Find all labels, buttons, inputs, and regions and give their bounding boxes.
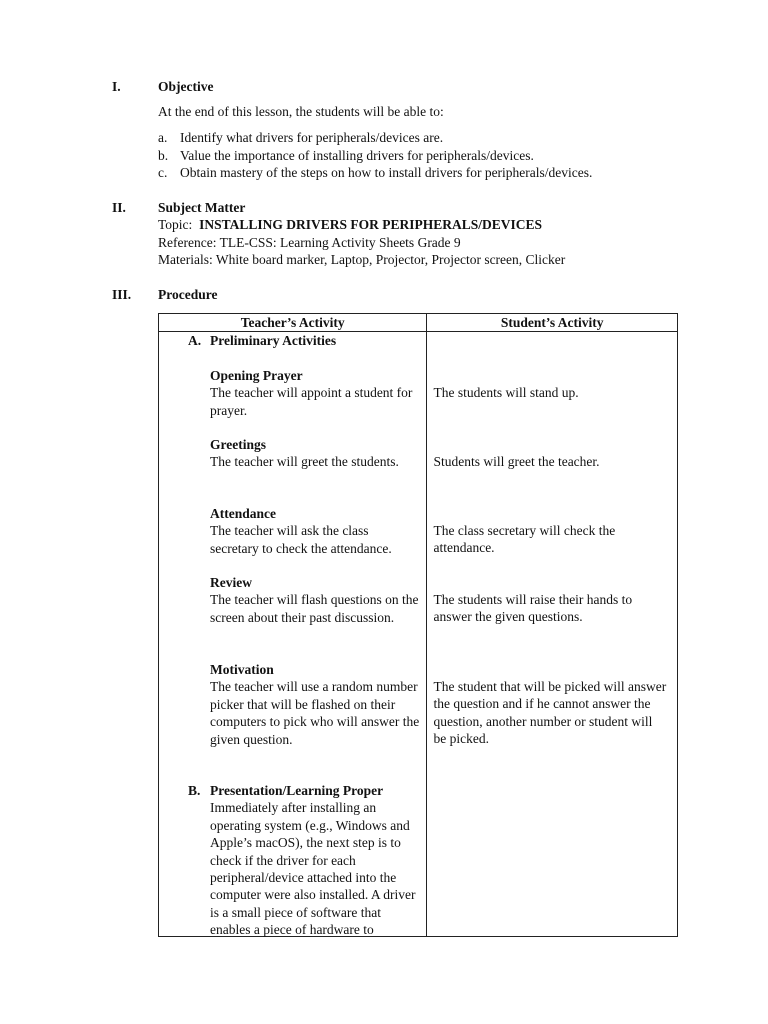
topic-label: Topic:	[158, 217, 193, 232]
section-b-block	[210, 782, 420, 939]
student-response: The class secretary will check the attendance.	[433, 523, 616, 556]
reference-line: Reference: TLE-CSS: Learning Activity Sheets Grade 9	[158, 235, 461, 250]
table-row	[159, 332, 678, 937]
section-numeral-subject: II.	[112, 200, 126, 215]
activity-motivation	[210, 661, 420, 748]
section-numeral-procedure: III.	[112, 287, 132, 302]
activity-opening-prayer	[210, 367, 420, 419]
activity-title: Review	[210, 575, 252, 590]
objective-item-letter: a.	[158, 130, 168, 145]
activity-review	[210, 574, 420, 626]
activity-greetings	[210, 436, 420, 471]
student-response: The students will stand up.	[433, 385, 579, 400]
objective-item-text: Identify what drivers for peripherals/devices are.	[180, 130, 444, 145]
procedure-heading: Procedure	[158, 287, 218, 302]
student-activity-header: Student’s Activity	[427, 314, 678, 332]
materials-line: Materials: White board marker, Laptop, Projector, Projector screen, Clicker	[158, 252, 566, 267]
procedure-table	[158, 313, 678, 937]
section-b-text: Immediately after installing an operating system (e.g., Windows and Apple’s macOS), the next step is to check if the driver for each peripheral/device attached into the computer were also installed. A driver is a small piece of software that enables a piece of hardware to	[210, 800, 416, 938]
section-numeral-objective: I.	[112, 79, 121, 94]
teacher-activity-text: The teacher will use a random number picker that will be flashed on their computers to pick who will answer the given question.	[210, 679, 420, 747]
activity-title: Greetings	[210, 437, 266, 452]
teacher-activity-header: Teacher’s Activity	[159, 314, 427, 332]
teacher-activity-text: The teacher will flash questions on the screen about their past discussion.	[210, 592, 419, 625]
objective-item-text: Obtain mastery of the steps on how to install drivers for peripherals/devices.	[180, 165, 593, 180]
teacher-activity-text: The teacher will appoint a student for prayer.	[210, 385, 413, 418]
section-b-letter: B.	[188, 783, 201, 798]
topic-line	[158, 217, 542, 233]
table-header-row	[159, 314, 678, 332]
objective-item-letter: c.	[158, 165, 168, 180]
objective-intro: At the end of this lesson, the students will be able to:	[158, 104, 444, 119]
teacher-activity-text: The teacher will ask the class secretary to check the attendance.	[210, 523, 392, 556]
section-b-title: Presentation/Learning Proper	[210, 783, 384, 798]
student-activity-cell	[427, 332, 678, 937]
teacher-activity-cell	[159, 332, 427, 937]
teacher-activity-text: The teacher will greet the students.	[210, 454, 399, 470]
activity-title: Motivation	[210, 662, 274, 677]
section-a-letter: A.	[188, 333, 202, 348]
section-a-title: Preliminary Activities	[210, 333, 337, 348]
objective-item-letter: b.	[158, 148, 169, 163]
objective-item-text: Value the importance of installing drivers for peripherals/devices.	[180, 148, 534, 163]
student-response: Students will greet the teacher.	[433, 454, 600, 469]
student-response: The student that will be picked will answer the question and if he cannot answer the question, another number or student will be picked.	[433, 679, 667, 747]
subject-matter-heading: Subject Matter	[158, 200, 246, 215]
activity-title: Opening Prayer	[210, 368, 303, 383]
topic-value: INSTALLING DRIVERS FOR PERIPHERALS/DEVICES	[199, 217, 543, 232]
student-response: The students will raise their hands to answer the given questions.	[433, 592, 633, 625]
objective-heading: Objective	[158, 79, 214, 94]
activity-attendance	[210, 505, 420, 557]
activity-title: Attendance	[210, 506, 276, 521]
